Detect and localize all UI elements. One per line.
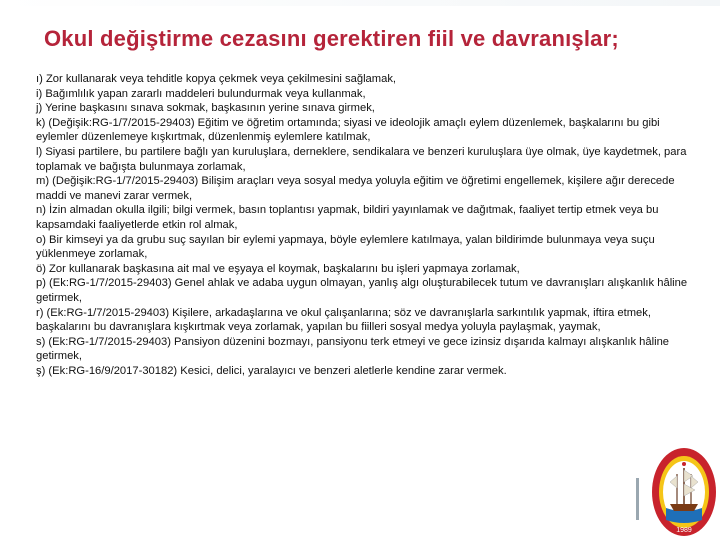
list-item: j) Yerine başkasını sınava sokmak, başkasının yerine sınava girmek, — [36, 102, 375, 115]
list-item: s) (Ek:RG-1/7/2015-29403) Pansiyon düzenini bozmayı, pansiyonu terk etmeyi ve gece izinsiz dışarıda kalmayı alışkanlık hâline getirmek, — [36, 335, 670, 363]
seal-year: 1989 — [676, 527, 692, 534]
list-item: i) Bağımlılık yapan zararlı maddeleri bulundurmak veya kullanmak, — [36, 87, 366, 100]
list-item: n) İzin almadan okulla ilgili; bilgi vermek, basın toplantısı yapmak, bildiri yayınlamak ve dağıtmak, faaliyet tertip etmek veya bu kapsamdaki faaliyetlerde etkin rol almak, — [36, 204, 659, 231]
top-band — [0, 0, 720, 6]
slide-title: Okul değiştirme cezasını gerektiren fiil ve davranışlar; — [44, 26, 619, 51]
list-item: ı) Zor kullanarak veya tehditle kopya çekmek veya çekilmesini sağlamak, — [36, 73, 397, 85]
list-item: ö) Zor kullanarak başkasına ait mal ve eşyaya el koymak, başkalarını bu işleri yapmaya zorlamak, — [36, 262, 520, 275]
list-item: m) (Değişik:RG-1/7/2015-29403) Bilişim araçları veya sosyal medya yoluyla eğitim ve öğretimi engellemek, kişilere ağır derecede maddi ve manevi zarar vermek, — [36, 175, 675, 202]
decorative-rail — [633, 478, 643, 520]
slide-body — [36, 72, 692, 378]
ship-emblem-icon — [646, 440, 718, 540]
list-item: o) Bir kimseyi ya da grubu suç sayılan bir eylemi yapmaya, böyle eylemlere katılmaya, yalan bildirimde bulunmaya veya suçu yüklenmeye zorlamak, — [36, 233, 655, 261]
list-item: p) (Ek:RG-1/7/2015-29403) Genel ahlak ve adaba uygun olmayan, yanlış algı oluşturabilecek tutum ve davranışları alışkanlık hâline getirmek, — [36, 277, 688, 304]
list-item: ş) (Ek:RG-16/9/2017-30182) Kesici, delici, yaralayıcı ve benzeri aletlerle kendine zarar vermek. — [36, 364, 507, 377]
list-item: l) Siyasi partilere, bu partilere bağlı yan kuruluşlara, derneklere, sendikalara ve benzeri kuruluşlara üye olmak, üye kaydetmek, para toplamak ve bağışta bulunmaya zorlamak, — [36, 145, 687, 173]
school-seal-logo — [646, 440, 718, 540]
list-item: k) (Değişik:RG-1/7/2015-29403) Eğitim ve öğretim ortamında; siyasi ve ideolojik amaçlı eylem düzenlemek, başkalarını bu gibi eylemler düzenlemeye kışkırtmak, düzenlenmiş eylemlere katılmak, — [36, 116, 660, 144]
list-item: r) (Ek:RG-1/7/2015-29403) Kişilere, arkadaşlarına ve okul çalışanlarına; söz ve davranışlarla sarkıntılık yapmak, iftira etmek, başkalarını bu davranışlara kışkırtmak veya zorlamak, yapılan bu fiilleri sosyal medya yoluyla paylaşmak, yaymak, — [36, 306, 651, 334]
